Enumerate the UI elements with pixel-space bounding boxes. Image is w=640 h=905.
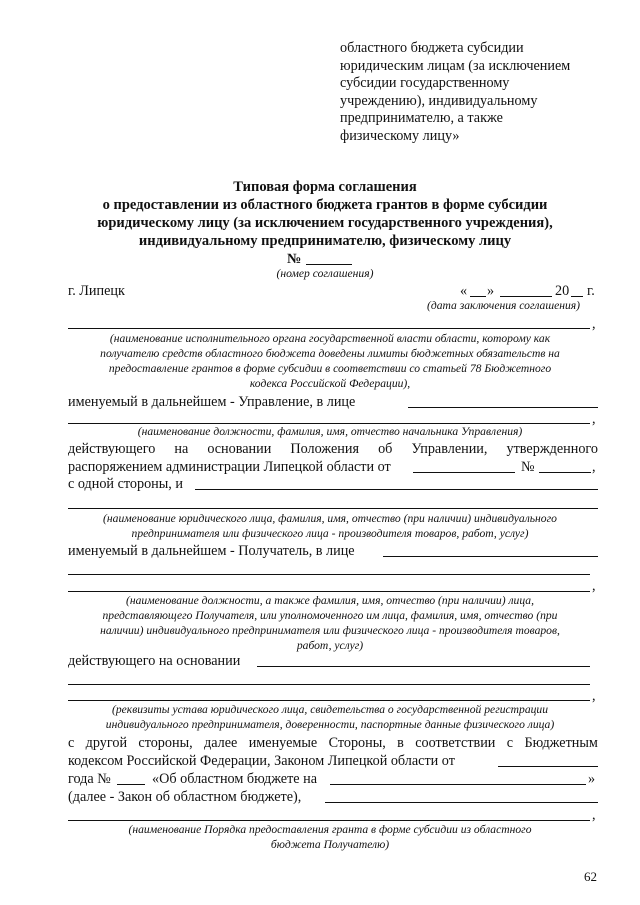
authority-caption-line: (наименование исполнительного органа государственной власти области, которому как bbox=[109, 332, 551, 345]
law-close-quote: » bbox=[588, 771, 596, 787]
acting-word: Положения bbox=[290, 441, 360, 457]
recipient-representative-field-2[interactable] bbox=[68, 574, 590, 575]
comma: , bbox=[592, 316, 596, 332]
basis-field-2[interactable] bbox=[68, 684, 590, 685]
comma: , bbox=[592, 411, 596, 427]
acting-basis: действующего на основании bbox=[68, 653, 241, 669]
date-month-field[interactable] bbox=[500, 296, 552, 297]
header-line: учреждению), индивидуальному bbox=[340, 92, 538, 109]
order-date-field[interactable] bbox=[413, 472, 515, 473]
other-side-word: Бюджетным bbox=[524, 735, 598, 751]
other-side-word: соответствии bbox=[415, 735, 496, 751]
header-line: субсидии государственному bbox=[340, 75, 510, 91]
management-representative-field[interactable] bbox=[408, 407, 598, 408]
acting-word: утвержденного bbox=[506, 441, 598, 457]
other-side-line bbox=[68, 734, 598, 752]
date-close-quote: » bbox=[487, 283, 495, 299]
city: г. Липецк bbox=[68, 283, 125, 299]
acting-word: действующего bbox=[68, 441, 156, 457]
representative-caption-line: представляющего Получателя, или уполномоченного им лица, фамилия, имя, отчество (при bbox=[102, 609, 558, 622]
authority-caption-line: кодекса Российской Федерации), bbox=[249, 377, 411, 390]
procedure-field[interactable] bbox=[325, 802, 598, 803]
acting-word: об bbox=[378, 441, 393, 457]
other-side-word: с bbox=[506, 735, 514, 751]
date-day-field[interactable] bbox=[470, 296, 486, 297]
basis-field[interactable] bbox=[257, 666, 590, 667]
authority-name-field[interactable] bbox=[68, 328, 590, 329]
authority-caption-line: предоставление грантов в форме субсидии в соответствии со статьей 78 Бюджетного bbox=[108, 362, 552, 375]
order-number-field[interactable] bbox=[539, 472, 591, 473]
recipient-name-field-2[interactable] bbox=[68, 508, 598, 509]
order-text: распоряжением администрации Липецкой области от bbox=[68, 459, 391, 475]
procedure-caption-line: бюджета Получателю) bbox=[270, 838, 390, 851]
named-management: именуемый в дальнейшем - Управление, в лице bbox=[68, 394, 356, 410]
one-side: с одной стороны, и bbox=[68, 476, 183, 492]
number-caption: (номер соглашения) bbox=[276, 267, 374, 280]
requisites-caption-line: (реквизиты устава юридического лица, свидетельства о государственной регистрации bbox=[111, 703, 549, 716]
year-suffix: г. bbox=[587, 283, 595, 299]
other-side-word: стороны, bbox=[138, 735, 193, 751]
procedure-caption-line: (наименование Порядка предоставления гранта в форме субсидии из областного bbox=[128, 823, 532, 836]
document-title-line: индивидуальному предпринимателю, физическому лицу bbox=[138, 233, 512, 249]
document-title-line: о предоставлении из областного бюджета грантов в форме субсидии bbox=[102, 197, 548, 213]
order-number-sign: № bbox=[521, 459, 535, 475]
requisites-caption-line: индивидуального предпринимателя, доверенности, паспортные данные физического лица) bbox=[105, 718, 555, 731]
header-line: юридическим лицам (за исключением bbox=[340, 57, 571, 74]
page-number: 62 bbox=[584, 869, 597, 884]
year-prefix: 20 bbox=[555, 283, 570, 299]
header-block bbox=[340, 40, 600, 145]
header-line: предпринимателю, а также bbox=[340, 110, 503, 126]
head-caption: (наименование должности, фамилия, имя, отчество начальника Управления) bbox=[137, 425, 523, 438]
recipient-name-field[interactable] bbox=[195, 489, 598, 490]
other-side-word: в bbox=[397, 735, 404, 751]
law-period-field[interactable] bbox=[330, 784, 586, 785]
acting-word: на bbox=[174, 441, 189, 457]
law-number-field[interactable] bbox=[117, 784, 145, 785]
recipient-caption-line: (наименование юридического лица, фамилия, имя, отчество (при наличии) индивидуального bbox=[103, 512, 557, 525]
law-date-field[interactable] bbox=[498, 766, 598, 767]
authority-caption-line: получателю средств областного бюджета доведены лимиты бюджетных обязательств на bbox=[100, 347, 560, 360]
recipient-caption-line: предпринимателя или физического лица - производителя товаров, работ, услуг) bbox=[131, 527, 529, 540]
representative-caption-line: наличии) индивидуального предпринимателя или физического лица - производителя товаров, bbox=[100, 624, 560, 637]
date-caption: (дата заключения соглашения) bbox=[427, 299, 581, 312]
recipient-representative-field[interactable] bbox=[383, 556, 598, 557]
representative-caption-line: (наименование должности, а также фамилия, имя, отчество (при наличии) лица, bbox=[126, 594, 534, 607]
header-line: физическому лицу» bbox=[340, 127, 460, 144]
document-title: Типовая форма соглашения bbox=[233, 179, 417, 195]
other-side-word: с bbox=[68, 735, 75, 751]
comma: , bbox=[592, 807, 596, 823]
date-open-quote: « bbox=[460, 283, 468, 299]
number-sign: № bbox=[287, 251, 302, 267]
representative-caption-line: работ, услуг) bbox=[296, 639, 364, 652]
other-side-word: далее bbox=[204, 735, 238, 751]
recipient-representative-field-3[interactable] bbox=[68, 591, 590, 592]
code-line: кодексом Российской Федерации, Законом Липецкой области от bbox=[68, 753, 455, 769]
year-number: года № bbox=[68, 771, 111, 787]
date-year-field[interactable] bbox=[571, 296, 583, 297]
header-line: областного бюджета субсидии bbox=[340, 40, 524, 56]
procedure-field-2[interactable] bbox=[68, 820, 590, 821]
law-title: «Об областном бюджете на bbox=[152, 771, 318, 787]
acting-word: основании bbox=[207, 441, 272, 457]
basis-field-3[interactable] bbox=[68, 700, 590, 701]
document-title-line: юридическому лицу (за исключением государственного учреждения), bbox=[97, 215, 553, 231]
other-side-word: именуемые bbox=[248, 735, 318, 751]
comma: , bbox=[592, 688, 596, 704]
other-side-word: Стороны, bbox=[328, 735, 386, 751]
comma: , bbox=[592, 578, 596, 594]
comma: , bbox=[592, 459, 596, 475]
named-recipient: именуемый в дальнейшем - Получатель, в лице bbox=[68, 543, 355, 559]
law-short-name: (далее - Закон об областном бюджете), bbox=[68, 789, 302, 805]
number-field[interactable] bbox=[306, 264, 352, 265]
acting-word: Управлении, bbox=[411, 441, 488, 457]
acting-basis-line bbox=[68, 440, 598, 458]
other-side-word: другой bbox=[85, 735, 128, 751]
